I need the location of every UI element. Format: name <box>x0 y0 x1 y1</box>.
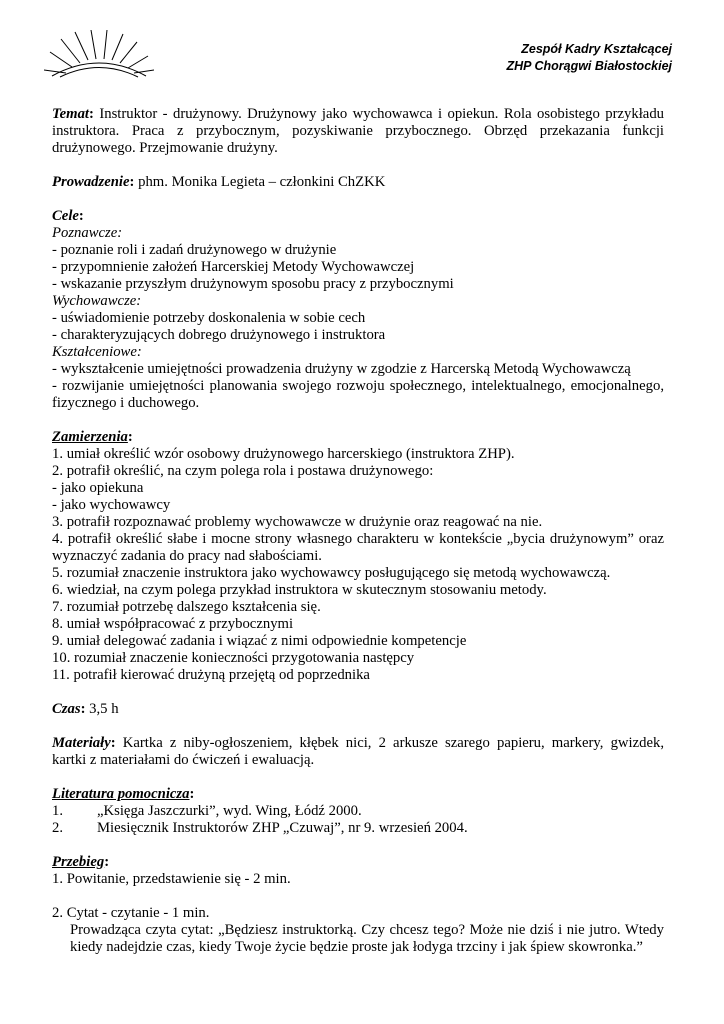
czas-label: Czas <box>52 701 81 717</box>
zamierzenia-label: Zamierzenia <box>52 429 128 445</box>
przebieg-heading: Przebieg: <box>52 854 110 870</box>
temat-text: Instruktor - drużynowy. Drużynowy jako wychowawca i opiekun. Rola osobistego przykładu instruktora. Praca z przybocznym, pozyskiwanie przybocznego. Obrzęd przekazania funkcji drużynowego. Przejmowanie drużyny. <box>52 106 665 156</box>
cele-group-name: Kształceniowe: <box>52 344 142 360</box>
przebieg-label: Przebieg <box>52 854 105 870</box>
list-item: - wskazanie przyszłym drużynowym sposobu pracy z przybocznymi <box>52 276 454 292</box>
temat-section: Temat: Instruktor - drużynowy. Drużynowy jako wychowawca i opiekun. Rola osobistego przykładu instruktora. Praca z przybocznym, pozyskiwanie przybocznego. Obrzęd przekazania funkcji drużynowego. Przejmowanie drużyny. <box>52 106 665 156</box>
list-item: - charakteryzujących dobrego drużynowego i instruktora <box>52 327 386 343</box>
temat-label: Temat <box>52 106 89 122</box>
literatura-item <box>52 803 664 820</box>
list-item: - wykształcenie umiejętności prowadzenia drużyny w zgodzie z Harcerską Metodą Wychowawczą <box>52 361 631 377</box>
list-item: 3. potrafił rozpoznawać problemy wychowawcze w drużynie oraz reagować na nie. <box>52 514 543 530</box>
list-item: 9. umiał delegować zadania i wiązać z nimi odpowiednie kompetencje <box>52 633 467 649</box>
cele-heading: Cele: <box>52 208 84 224</box>
list-item: 1. umiał określić wzór osobowy drużynowego harcerskiego (instruktora ZHP). <box>52 446 515 462</box>
header-line-1: Zespół Kadry Kształcącej <box>521 42 672 56</box>
list-item: - jako opiekuna <box>52 480 144 496</box>
list-item: 2. potrafił określić, na czym polega rola i postawa drużynowego: <box>52 463 434 479</box>
literatura-heading: Literatura pomocnicza: <box>52 786 195 802</box>
cele-group-name: Poznawcze: <box>52 225 123 241</box>
list-item: - uświadomienie potrzeby doskonalenia w sobie cech <box>52 310 366 326</box>
list-item: - przypomnienie założeń Harcerskiej Metody Wychowawczej <box>52 259 415 275</box>
prowadzenie-text: phm. Monika Legieta – członkini ChZKK <box>138 174 386 190</box>
literatura-item-number: 2. <box>52 820 64 836</box>
header <box>506 41 672 75</box>
list-item: 11. potrafił kierować drużyną przejętą od poprzednika <box>52 667 370 683</box>
przebieg-step-2: 2. Cytat - czytanie - 1 min. <box>52 905 210 921</box>
literatura-label: Literatura pomocnicza <box>52 786 190 802</box>
literatura-item-text: Miesięcznik Instruktorów ZHP „Czuwaj”, nr 9. wrzesień 2004. <box>97 820 468 836</box>
list-item: 8. umiał współpracować z przybocznymi <box>52 616 294 632</box>
list-item: 6. wiedział, na czym polega przykład instruktora w skutecznym stosowaniu metody. <box>52 582 547 598</box>
czas-section: Czas: 3,5 h <box>52 701 119 717</box>
materialy-label: Materiały <box>52 735 111 751</box>
list-item: 4. potrafił określić słabe i mocne strony własnego charakteru w kontekście „bycia drużynowym” oraz wyznaczyć zadania do pracy nad słabościami. <box>52 531 664 564</box>
literatura-item-number: 1. <box>52 803 64 819</box>
list-item: - rozwijanie umiejętności planowania swojego rozwoju społecznego, intelektualnego, emocjonalnego, fizycznego i duchowego. <box>52 378 664 411</box>
cele-label: Cele <box>52 208 79 224</box>
prowadzenie-section: Prowadzenie: phm. Monika Legieta – członkini ChZKK <box>52 174 386 190</box>
list-item: 5. rozumiał znaczenie instruktora jako wychowawcy posługującego się metodą wychowawczą. <box>52 565 611 581</box>
document-body <box>52 106 664 956</box>
header-line-2: ZHP Chorągwi Białostockiej <box>506 59 672 73</box>
rising-sun-icon <box>44 30 154 92</box>
list-item: 7. rozumiał potrzebę dalszego kształcenia się. <box>52 599 321 615</box>
materialy-text: Kartka z niby-ogłoszeniem, kłębek nici, 2 arkusze szarego papieru, markery, gwizdek, kartki z materiałami do ćwiczeń i ewaluacją. <box>52 735 665 768</box>
literatura-item-text: „Księga Jaszczurki”, wyd. Wing, Łódź 2000. <box>97 803 362 819</box>
list-item: - poznanie roli i zadań drużynowego w drużynie <box>52 242 337 258</box>
przebieg-step-1: 1. Powitanie, przedstawienie się - 2 min. <box>52 871 291 887</box>
przebieg-step-2-text: Prowadząca czyta cytat: „Będziesz instruktorką. Czy chcesz tego? Może nie dziś i nie jutro. Wtedy kiedy nadejdzie czas, kiedy Twoje życie będzie proste jak łodyga trzciny i jak śpiew skowronka.” <box>70 922 664 955</box>
list-item: 10. rozumiał znaczenie konieczności przygotowania następcy <box>52 650 415 666</box>
materialy-section: Materiały: Kartka z niby-ogłoszeniem, kłębek nici, 2 arkusze szarego papieru, markery, gwizdek, kartki z materiałami do ćwiczeń i ewaluacją. <box>52 735 665 768</box>
prowadzenie-label: Prowadzenie <box>52 174 130 190</box>
zamierzenia-heading: Zamierzenia: <box>52 429 133 445</box>
list-item: - jako wychowawcy <box>52 497 171 513</box>
literatura-item <box>52 820 664 837</box>
czas-text: 3,5 h <box>89 701 119 717</box>
cele-group-name: Wychowawcze: <box>52 293 142 309</box>
